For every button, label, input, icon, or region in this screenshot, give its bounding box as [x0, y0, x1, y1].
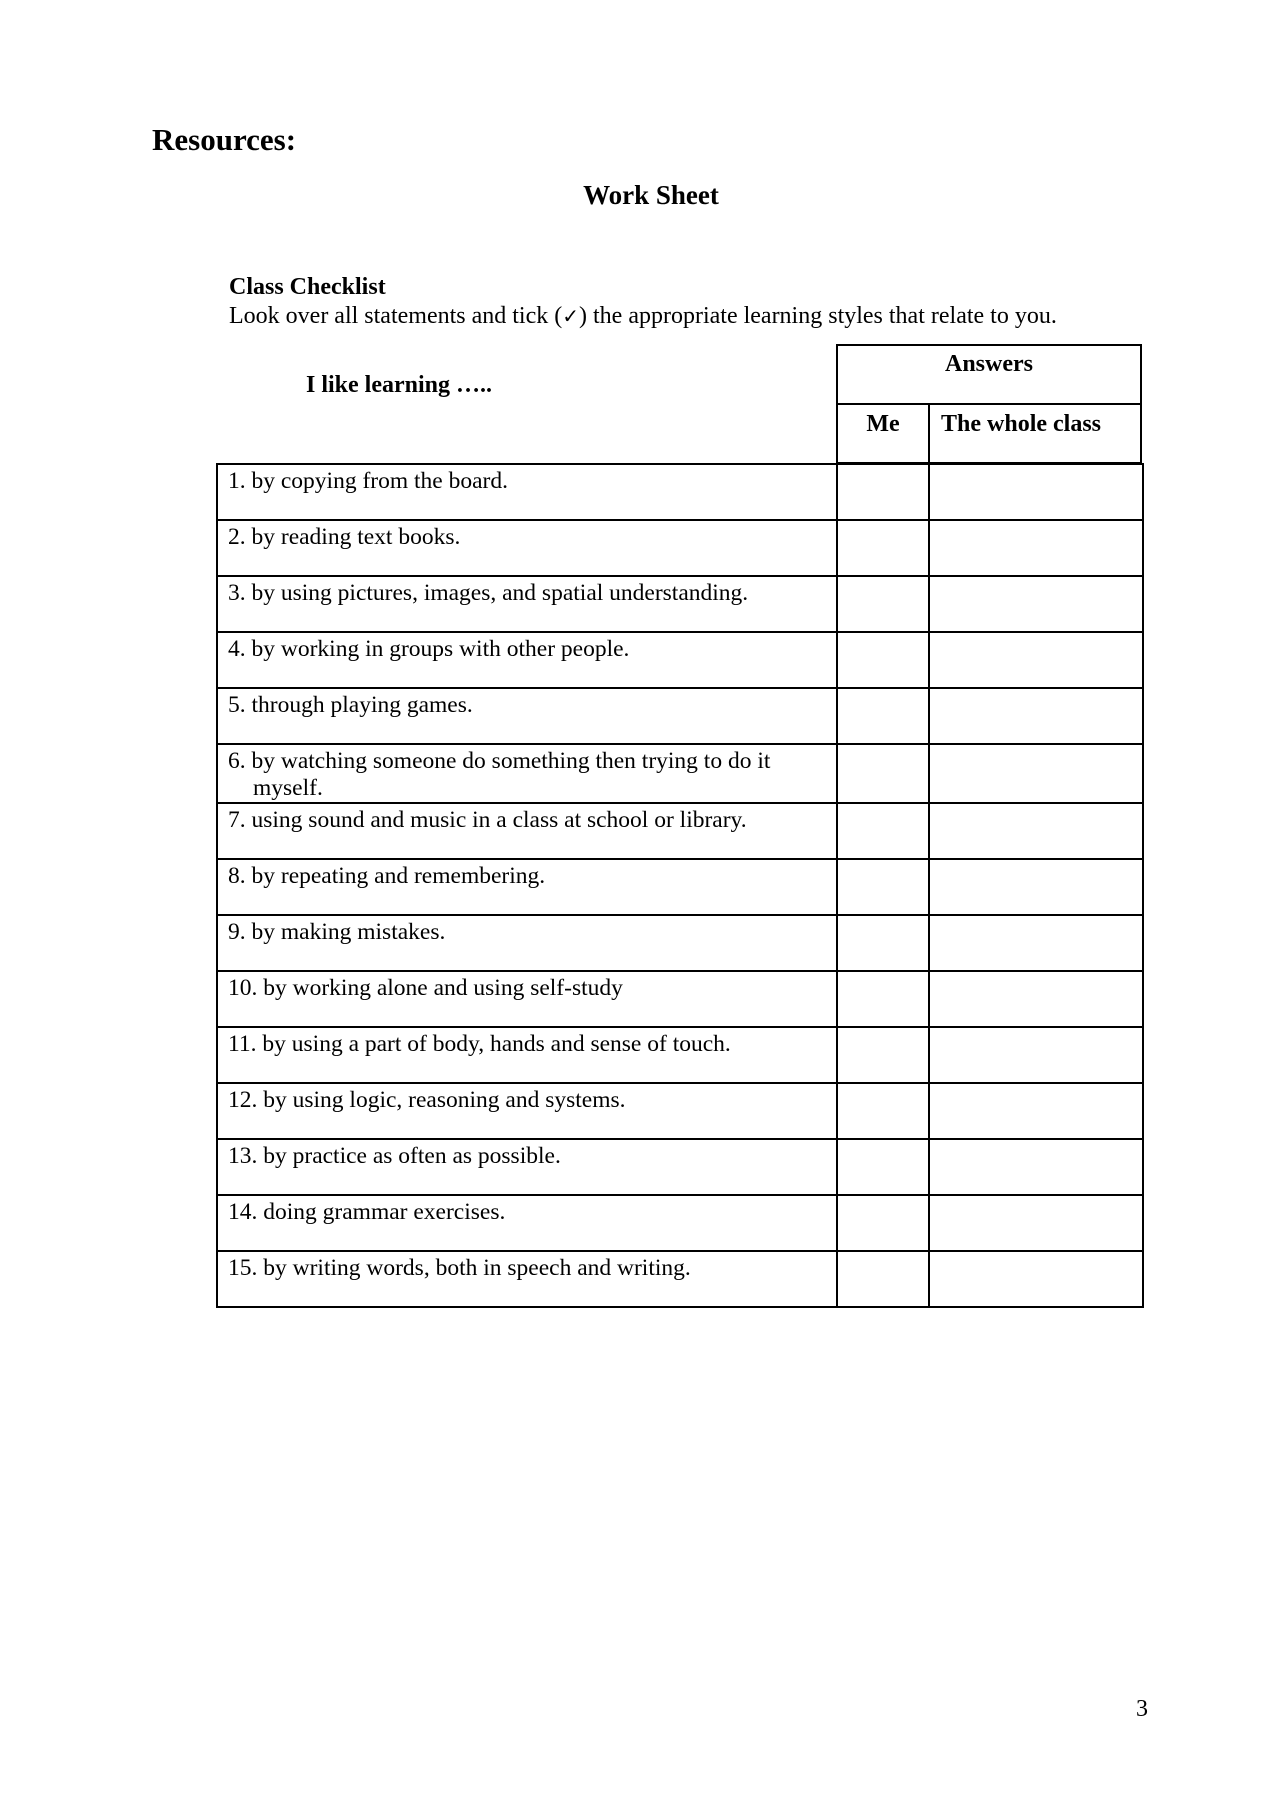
me-answer-cell[interactable] [837, 632, 929, 688]
table-row [217, 971, 1143, 1027]
whole-class-answer-cell[interactable] [929, 803, 1143, 859]
statement-cell [217, 1251, 837, 1307]
statement-text: by reading text books. [251, 524, 461, 550]
statement-number: 3. [228, 580, 246, 606]
page-number: 3 [1136, 1696, 1148, 1722]
me-answer-cell[interactable] [837, 576, 929, 632]
table-row [217, 520, 1143, 576]
whole-class-answer-cell[interactable] [929, 464, 1143, 520]
statement-cell [217, 971, 837, 1027]
whole-class-answer-cell[interactable] [929, 632, 1143, 688]
me-answer-cell[interactable] [837, 464, 929, 520]
table-row [217, 464, 1143, 520]
me-answer-cell[interactable] [837, 1251, 929, 1307]
answers-header-title: Answers [838, 346, 1140, 405]
statement-text: through playing games. [251, 692, 473, 718]
statement-cell [217, 803, 837, 859]
statement-text: by repeating and remembering. [251, 863, 546, 889]
answers-header [836, 344, 1142, 464]
table-row [217, 632, 1143, 688]
instructions-text-end: ) the appropriate learning styles that relate to you. [579, 303, 1057, 329]
statement-cell [217, 632, 837, 688]
statement-number: 7. [228, 807, 246, 833]
table-row [217, 744, 1143, 803]
statement-number: 11. [228, 1031, 257, 1057]
section-heading: Resources: [152, 122, 297, 157]
me-answer-cell[interactable] [837, 744, 929, 803]
statement-cell [217, 915, 837, 971]
whole-class-answer-cell[interactable] [929, 971, 1143, 1027]
table-row [217, 1027, 1143, 1083]
statement-text: by using logic, reasoning and systems. [263, 1087, 626, 1113]
statement-cell [217, 744, 837, 803]
checkmark-icon: ✓ [562, 304, 579, 328]
statement-number: 8. [228, 863, 246, 889]
whole-class-answer-cell[interactable] [929, 1139, 1143, 1195]
table-row [217, 688, 1143, 744]
whole-class-answer-cell[interactable] [929, 915, 1143, 971]
whole-class-answer-cell[interactable] [929, 1083, 1143, 1139]
whole-class-answer-cell[interactable] [929, 1251, 1143, 1307]
whole-class-answer-cell[interactable] [929, 744, 1143, 803]
table-row [217, 1139, 1143, 1195]
me-answer-cell[interactable] [837, 1139, 929, 1195]
statement-text: by using a part of body, hands and sense of touch. [262, 1031, 731, 1057]
whole-class-answer-cell[interactable] [929, 1027, 1143, 1083]
statement-cell [217, 576, 837, 632]
table-row [217, 803, 1143, 859]
statement-cell [217, 688, 837, 744]
statement-text: by practice as often as possible. [263, 1143, 561, 1169]
statement-number: 4. [228, 636, 246, 662]
whole-class-answer-cell[interactable] [929, 576, 1143, 632]
statement-number: 10. [228, 975, 258, 1001]
statement-text: by using pictures, images, and spatial understanding. [251, 580, 749, 606]
learning-styles-table [216, 463, 1144, 1308]
table-row [217, 1251, 1143, 1307]
me-answer-cell[interactable] [837, 520, 929, 576]
table-row [217, 1195, 1143, 1251]
checklist-instructions [229, 303, 1057, 330]
statement-text: by writing words, both in speech and writing. [263, 1255, 691, 1281]
statement-text: doing grammar exercises. [263, 1199, 506, 1225]
whole-class-answer-cell[interactable] [929, 859, 1143, 915]
me-answer-cell[interactable] [837, 915, 929, 971]
statement-number: 2. [228, 524, 246, 550]
statement-number: 5. [228, 692, 246, 718]
statement-number: 1. [228, 468, 246, 494]
table-row [217, 859, 1143, 915]
instructions-text-start: Look over all statements and tick ( [229, 303, 563, 329]
statement-cell [217, 520, 837, 576]
me-answer-cell[interactable] [837, 859, 929, 915]
statement-text: by working in groups with other people. [251, 636, 630, 662]
me-answer-cell[interactable] [837, 688, 929, 744]
statement-text: by copying from the board. [251, 468, 508, 494]
statement-text: by watching someone do something then trying to do it [251, 748, 771, 774]
statement-cell [217, 464, 837, 520]
statement-number: 9. [228, 919, 246, 945]
me-answer-cell[interactable] [837, 971, 929, 1027]
statement-text: using sound and music in a class at school or library. [251, 807, 747, 833]
statement-column-label: I like learning ….. [306, 372, 493, 398]
statement-number: 15. [228, 1255, 258, 1281]
statement-cell [217, 1195, 837, 1251]
statement-text-continued: myself. [253, 775, 323, 801]
statement-cell [217, 1139, 837, 1195]
column-header-me: Me [838, 405, 930, 462]
table-row [217, 576, 1143, 632]
statement-number: 12. [228, 1087, 258, 1113]
statement-cell [217, 859, 837, 915]
me-answer-cell[interactable] [837, 1083, 929, 1139]
whole-class-answer-cell[interactable] [929, 688, 1143, 744]
checklist-heading: Class Checklist [229, 274, 386, 300]
statement-number: 13. [228, 1143, 258, 1169]
statement-text: by working alone and using self-study [263, 975, 623, 1001]
whole-class-answer-cell[interactable] [929, 1195, 1143, 1251]
statement-number: 6. [228, 748, 246, 774]
table-body [217, 464, 1143, 1307]
statement-cell [217, 1083, 837, 1139]
worksheet-title: Work Sheet [583, 180, 719, 210]
me-answer-cell[interactable] [837, 1027, 929, 1083]
table-row [217, 1083, 1143, 1139]
statement-text: by making mistakes. [251, 919, 446, 945]
whole-class-answer-cell[interactable] [929, 520, 1143, 576]
table-row [217, 915, 1143, 971]
column-header-whole-class: The whole class [941, 411, 1102, 437]
statement-cell [217, 1027, 837, 1083]
me-answer-cell[interactable] [837, 803, 929, 859]
me-answer-cell[interactable] [837, 1195, 929, 1251]
statement-number: 14. [228, 1199, 258, 1225]
